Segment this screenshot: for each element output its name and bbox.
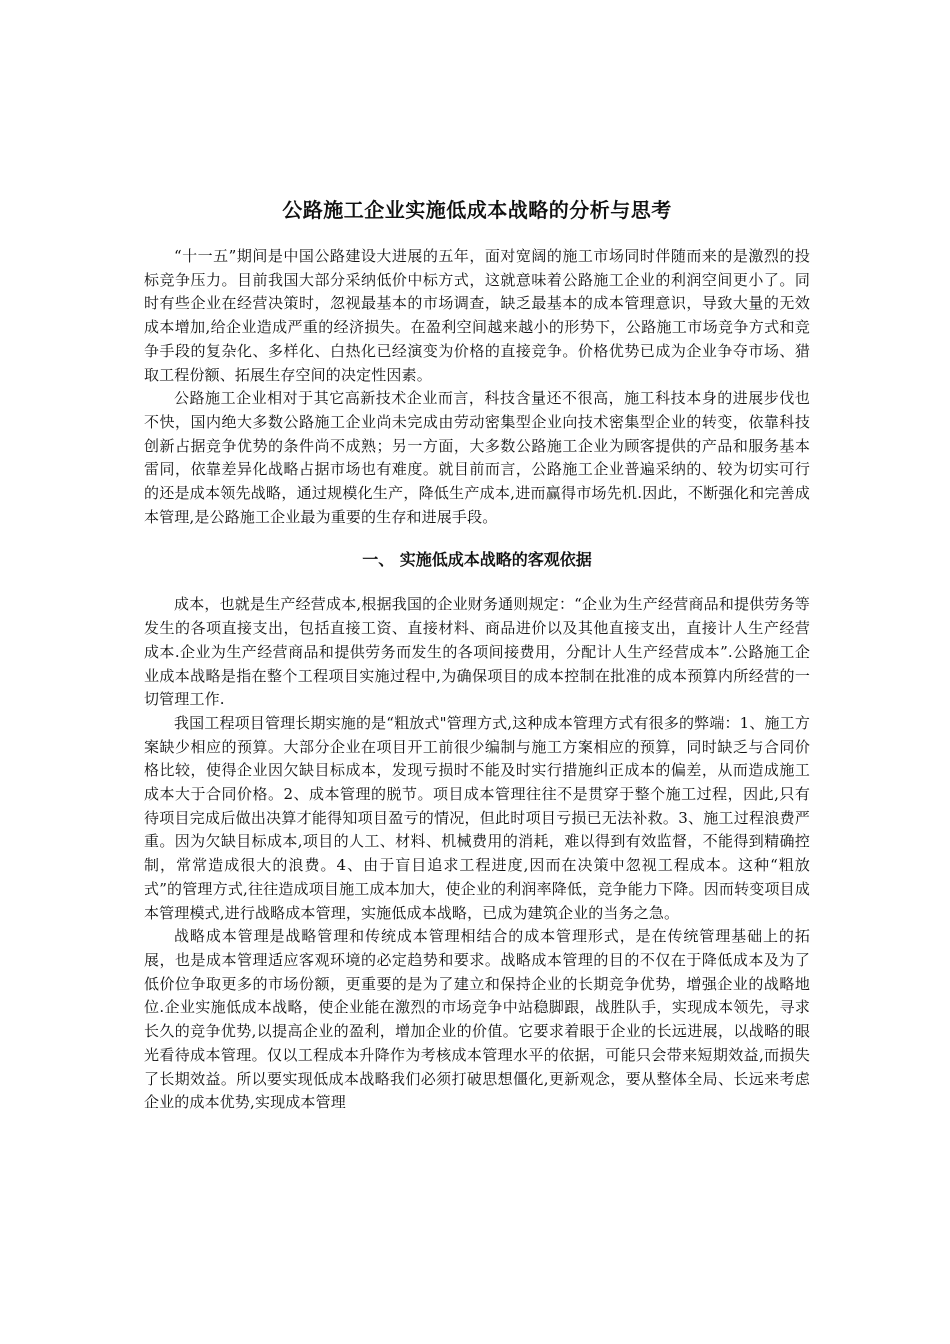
document-title: 公路施工企业实施低成本战略的分析与思考 [282, 198, 672, 222]
intro-paragraph-2: 公路施工企业相对于其它高新技术企业而言，科技含量还不很高，施工科技本身的进展步伐也不快，国内绝大多数公路施工企业尚未完成由劳动密集型企业向技术密集型企业的转变，依靠科技创新占据竞争优势的条件尚不成熟；另一方面，大多数公路施工企业为顾客提供的产品和服务基本雷同，依靠差异化战略占据市场也有难度。就目前而言，公路施工企业普遍采纳的、较为切实可行的还是成本领先战略，通过规模化生产，降低生产成本,进而赢得市场先机.因此，不断强化和完善成本管理,是公路施工企业最为重要的生存和进展手段。 [144, 389, 810, 526]
section-1-paragraph-1: 成本，也就是生产经营成本,根据我国的企业财务通则规定：“企业为生产经营商品和提供劳务等发生的各项直接支出，包括直接工资、直接材料、商品进价以及其他直接支出，直接计人生产经营成本.企业为生产经营商品和提供劳务而发生的各项间接费用，分配计人生产经营成本”.公路施工企业成本战略是指在整个工程项目实施过程中,为确保项目的成本控制在批准的成本预算内所经营的一切管理工作. [144, 595, 810, 709]
section-1-paragraph-3: 战略成本管理是战略管理和传统成本管理相结合的成本管理形式，是在传统管理基础上的拓展，也是成本管理适应客观环境的必定趋势和要求。战略成本管理的目的不仅在于降低成本及为了低价位争取更多的市场份额，更重要的是为了建立和保持企业的长期竞争优势，增强企业的战略地位.企业实施低成本战略，使企业能在激烈的市场竞争中站稳脚跟，战胜队手，实现成本领先，寻求长久的竞争优势,以提高企业的盈利，增加企业的价值。它要求着眼于企业的长远进展，以战略的眼光看待成本管理。仅以工程成本升降作为考核成本管理水平的依据，可能只会带来短期效益,而损失了长期效益。所以要实现低成本战略我们必须打破思想僵化,更新观念，要从整体全局、长远来考虑企业的成本优势,实现成本管理 [144, 927, 810, 1112]
section-1-paragraph-2: 我国工程项目管理长期实施的是“粗放式"管理方式,这种成本管理方式有很多的弊端：1、施工方案缺少相应的预算。大部分企业在项目开工前很少编制与施工方案相应的预算，同时缺乏与合同价格比较，使得企业因欠缺目标成本，发现亏损时不能及时实行措施纠正成本的偏差，从而造成施工成本大于合同价格。2、成本管理的脱节。项目成本管理往往不是贯穿于整个施工过程，因此,只有待项目完成后做出决算才能得知项目盈亏的情况，但此时项目亏损已无法补救。3、施工过程浪费严重。因为欠缺目标成本,项目的人工、材料、机械费用的消耗，难以得到有效监督，不能得到精确控制，常常造成很大的浪费。4、由于盲目追求工程进度,因而在决策中忽视工程成本。这种“粗放式”的管理方式,往往造成项目施工成本加大，使企业的利润率降低，竞争能力下降。因而转变项目成本管理模式,进行战略成本管理，实施低成本战略，已成为建筑企业的当务之急。 [144, 713, 810, 922]
intro-paragraph-1: “十一五”期间是中国公路建设大进展的五年，面对宽阔的施工市场同时伴随而来的是激烈的投标竞争压力。目前我国大部分采纳低价中标方式，这就意味着公路施工企业的利润空间更小了。同时有些企业在经营决策时，忽视最基本的市场调查，缺乏最基本的成本管理意识，导致大量的无效成本增加,给企业造成严重的经济损失。在盈利空间越来越小的形势下，公路施工市场竞争方式和竞争手段的复杂化、多样化、白热化已经演变为价格的直接竞争。价格优势已成为企业争夺市场、猎取工程份额、拓展生存空间的决定性因素。 [144, 247, 810, 384]
document-page [144, 195, 810, 1115]
section-1-heading: 一、 实施低成本战略的客观依据 [362, 550, 592, 570]
